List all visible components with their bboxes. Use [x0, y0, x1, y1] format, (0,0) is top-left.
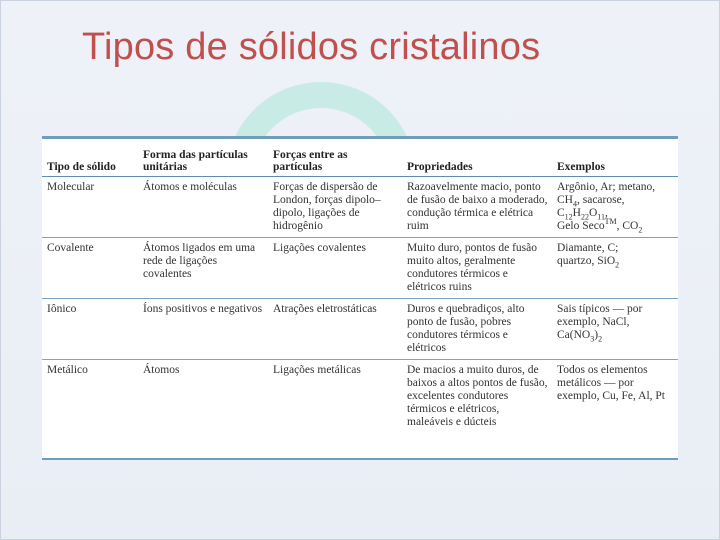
cell-properties: Razoavelmente macio, ponto de fusão de baixo a moderado, condução térmica e elétrica ruim — [402, 177, 552, 238]
cell-properties: De macios a muito duros, de baixos a altos pontos de fusão, excelentes condutores térmicos e elétricos, maleáveis e dúcteis — [407, 364, 548, 428]
solids-table — [42, 136, 678, 460]
cell-examples: Diamante, C; quartzo, SiO$_2$ — [552, 238, 678, 299]
cell-type: Iônico — [42, 299, 138, 360]
cell-examples: Todos os elementos metálicos — por exemplo, Cu, Fe, Al, Pt — [557, 364, 665, 402]
cell-type: Metálico — [47, 364, 88, 376]
cell-particles: Átomos — [143, 364, 180, 376]
header-forcas: Forças entre as partículas — [268, 139, 402, 177]
cell-particles: Átomos ligados em uma rede de ligações covalentes — [138, 238, 268, 299]
cell-examples: Argônio, Ar; metano, $CH_4$, sacarose, $C_{12}H_{22}O_{11}$, Gelo Seco™, $CO_2$ — [552, 177, 678, 238]
slide-title: Tipos de sólidos cristalinos — [82, 26, 541, 68]
cell-forces: Ligações covalentes — [268, 238, 402, 299]
cell-particles: Átomos e moléculas — [138, 177, 268, 238]
table-row — [42, 238, 678, 299]
cell-forces: Ligações metálicas — [273, 364, 361, 376]
cell-properties: Duros e quebradiços, alto ponto de fusão, pobres condutores térmicos e elétricos — [402, 299, 552, 360]
cell-examples: Sais típicos — por exemplo, NaCl, $Ca(NO_3)_2$ — [552, 299, 678, 360]
table-row — [42, 177, 678, 238]
table-row — [42, 360, 678, 432]
header-forma: Forma das partículas unitárias — [138, 139, 268, 177]
header-propriedades: Propriedades — [402, 139, 552, 177]
cell-properties: Muito duro, pontos de fusão muito altos, geralmente condutores térmicos e elétricos ruins — [402, 238, 552, 299]
table-header-row — [42, 139, 678, 177]
cell-type: Covalente — [42, 238, 138, 299]
cell-particles: Íons positivos e negativos — [138, 299, 268, 360]
cell-forces: Atrações eletrostáticas — [268, 299, 402, 360]
table-row — [42, 299, 678, 360]
cell-forces: Forças de dispersão de London, forças dipolo–dipolo, ligações de hidrogênio — [268, 177, 402, 238]
header-exemplos: Exemplos — [552, 139, 678, 177]
cell-type: Molecular — [42, 177, 138, 238]
header-tipo: Tipo de sólido — [42, 139, 138, 177]
